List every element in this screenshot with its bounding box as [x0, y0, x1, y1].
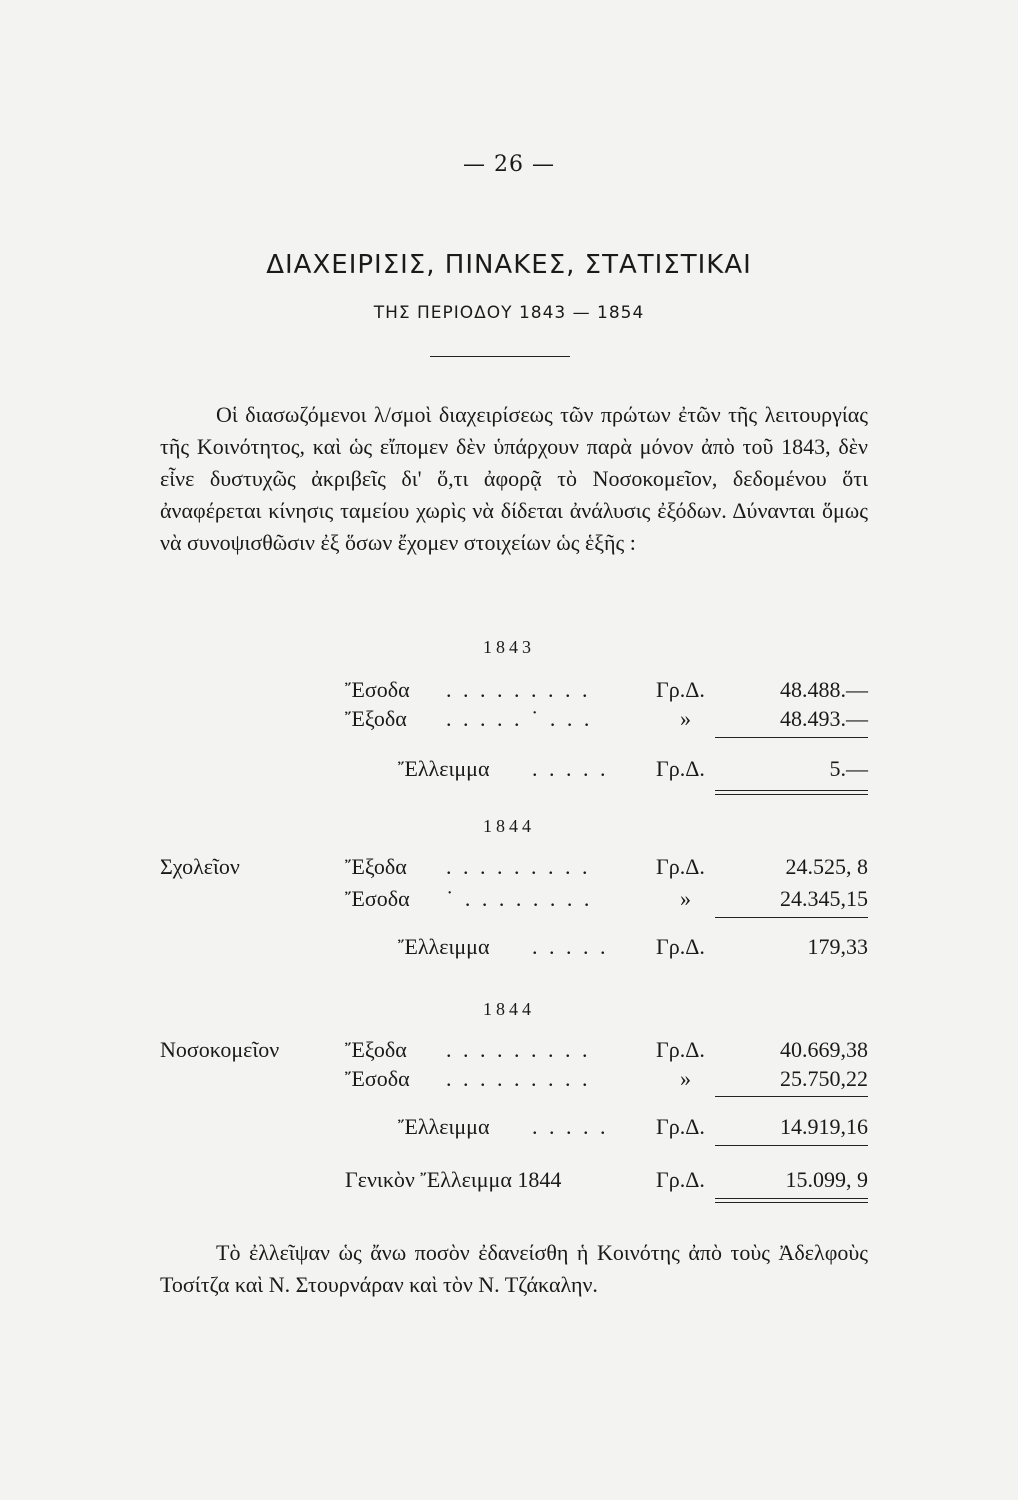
grand-total-row: [0, 1167, 1018, 1197]
ledger-row: [0, 854, 1018, 884]
row-label: Ἔσοδα: [345, 886, 410, 911]
total-double-underline: [715, 790, 868, 795]
grand-total-amount: 15.099, 9: [785, 1167, 868, 1192]
section-year: 1844: [483, 816, 535, 836]
row-amount: 48.493.—: [780, 706, 868, 731]
result-dots: . . . . .: [532, 1114, 609, 1139]
grand-total-label: Γενικὸν Ἔλλειμμα 1844: [345, 1167, 562, 1192]
row-currency: Γρ.Δ.: [656, 854, 705, 879]
ledger-row: [0, 1066, 1018, 1096]
row-dots: . . . . . ˙ . . .: [446, 706, 593, 731]
row-label: Ἔξοδα: [345, 706, 407, 731]
row-amount: 24.525, 8: [785, 854, 868, 879]
grand-total-currency: Γρ.Δ.: [656, 1167, 705, 1192]
row-label: Ἔξοδα: [345, 1037, 407, 1062]
page-title: ΔΙΑΧΕΙΡΙΣΙΣ, ΠΙΝΑΚΕΣ, ΣΤΑΤΙΣΤΙΚΑΙ: [266, 250, 752, 280]
row-label: Ἔσοδα: [345, 677, 410, 702]
result-label: Ἔλλειμμα: [398, 756, 490, 781]
ledger-row: [0, 706, 1018, 736]
sum-underline: [715, 737, 868, 738]
row-amount: 40.669,38: [780, 1037, 868, 1062]
row-label: Ἔσοδα: [345, 1066, 410, 1091]
section-side-label: Νοσοκομεῖον: [160, 1037, 280, 1062]
ledger-row: [0, 1037, 1018, 1067]
result-currency: Γρ.Δ.: [656, 756, 705, 781]
result-dots: . . . . .: [532, 756, 609, 781]
row-dots: . . . . . . . . .: [446, 854, 591, 879]
ledger-row: [0, 677, 1018, 707]
row-currency: »: [680, 886, 691, 911]
sum-underline: [715, 1145, 868, 1146]
total-double-underline: [715, 1198, 868, 1203]
row-currency: »: [680, 706, 691, 731]
ledger-row: [0, 886, 1018, 916]
closing-paragraph: [160, 1237, 868, 1301]
row-dots: . . . . . . . . .: [446, 1037, 591, 1062]
intro-text: Οἱ διασωζόμενοι λ/σμοὶ διαχειρίσεως τῶν πρώτων ἐτῶν τῆς λειτουργίας τῆς Κοινότητος, καὶ ὡς εἴπομεν δὲν ὑπάρχουν παρὰ μόνον ἀπὸ τοῦ 1843, δὲν εἶνε δυστυχῶς ἀκριβεῖς δι' ὅ,τι ἀφορᾷ τὸ Νοσοκομεῖον, δεδομένου ὅτι ἀναφέρεται κίνησις ταμείου χωρὶς νὰ δίδεται ἀνάλυσις ἐξόδων. Δύνανται ὅμως νὰ συνοψισθῶσιν ἐξ ὅσων ἔχομεν στοιχείων ὡς ἑξῆς :: [160, 402, 868, 555]
row-amount: 24.345,15: [780, 886, 868, 911]
title-divider: [430, 356, 570, 357]
row-label: Ἔξοδα: [345, 854, 407, 879]
result-label: Ἔλλειμμα: [398, 934, 490, 959]
page-subtitle: ΤΗΣ ΠΕΡΙΟΔΟΥ 1843 — 1854: [373, 303, 645, 323]
result-amount: 5.—: [829, 756, 868, 781]
section-year: 1844: [483, 999, 535, 1019]
row-amount: 48.488.—: [780, 677, 868, 702]
section-year: 1843: [483, 637, 535, 657]
ledger-result-row: [0, 756, 1018, 786]
row-dots: ˙ . . . . . . . .: [446, 886, 593, 911]
intro-paragraph: [160, 399, 868, 559]
row-currency: Γρ.Δ.: [656, 677, 705, 702]
sum-underline: [715, 917, 868, 918]
ledger-result-row: [0, 1114, 1018, 1144]
result-currency: Γρ.Δ.: [656, 1114, 705, 1139]
page-number: — 26 —: [463, 152, 555, 177]
result-label: Ἔλλειμμα: [398, 1114, 490, 1139]
result-currency: Γρ.Δ.: [656, 934, 705, 959]
section-side-label: Σχολεῖον: [160, 854, 240, 879]
row-dots: . . . . . . . . .: [446, 1066, 591, 1091]
result-amount: 179,33: [807, 934, 868, 959]
closing-text: Τὸ ἐλλεῖψαν ὡς ἄνω ποσὸν ἐδανείσθη ἡ Κοινότης ἀπὸ τοὺς Ἀδελφοὺς Τοσίτζα καὶ Ν. Στουρνάραν καὶ τὸν Ν. Τζάκαλην.: [160, 1240, 868, 1297]
row-currency: Γρ.Δ.: [656, 1037, 705, 1062]
row-currency: »: [680, 1066, 691, 1091]
row-dots: . . . . . . . . .: [446, 677, 591, 702]
ledger-result-row: [0, 934, 1018, 964]
result-dots: . . . . .: [532, 934, 609, 959]
result-amount: 14.919,16: [780, 1114, 868, 1139]
row-amount: 25.750,22: [780, 1066, 868, 1091]
sum-underline: [715, 1096, 868, 1097]
